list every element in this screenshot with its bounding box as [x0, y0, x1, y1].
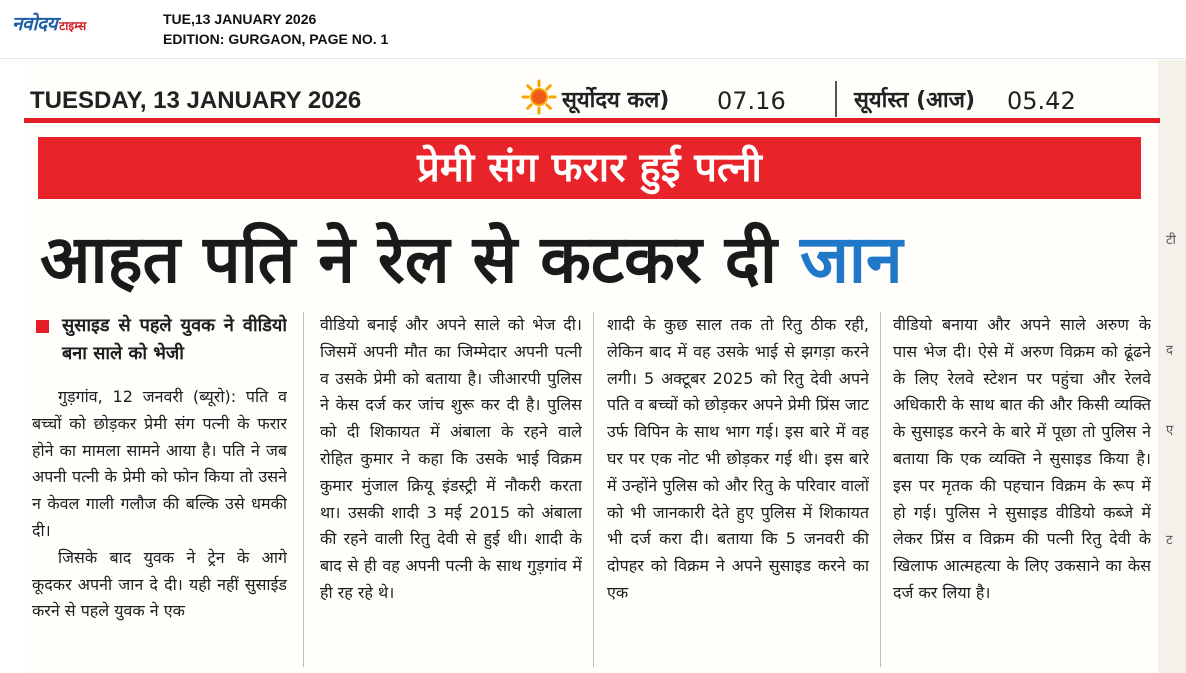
edition-date: TUE,13 JANUARY 2026 — [163, 11, 317, 27]
article-column-2 — [320, 312, 582, 667]
subhead-text: सुसाइड से पहले युवक ने वीडियो बना साले को भेजी — [62, 315, 287, 364]
sun-timings — [521, 79, 1121, 119]
sunset-time: 05.42 — [1007, 87, 1076, 115]
column-4-text: वीडियो बनाया और अपने साले अरुण के पास भेज दी। ऐसे में अरुण विक्रम को ढूंढने के लिए रेलवे स्टेशन पर पहुंचा और रेलवे अधिकारी के साथ बात की और किसी व्यक्ति के सुसाइड करने के बारे में पूछा तो पुलिस ने बताया कि एक व्यक्ति ने सुसाइड किया है। इस पर मृतक की पहचान विक्रम के रूप में हो गई। पुलिस ने सुसाइड वीडियो कब्जे में लेकर प्रिंस व विक्रम की पत्नी रितु देवी के खिलाफ आत्महत्या के लिए उकसाने का केस दर्ज कर लिया है। — [893, 315, 1151, 602]
sun-divider — [835, 81, 837, 117]
article-column-1 — [32, 312, 287, 667]
column-divider — [880, 312, 881, 667]
column-divider — [303, 312, 304, 667]
column-1-paragraph-1: गुड़गांव, 12 जनवरी (ब्यूरो): पति व बच्चों को छोड़कर प्रेमी संग पत्नी के फरार होने का मामला सामने आया है। पति ने जब अपनी पत्नी के प्रेमी को फोन किया तो उसने न केवल गाली गलौज की बल्कि उसे धमकी दी। — [32, 387, 287, 540]
logo-sub-text: टाइम्स — [59, 19, 87, 33]
epaper-topbar — [0, 0, 1186, 59]
column-2-text: वीडियो बनाई और अपने साले को भेज दी। जिसमें अपनी मौत का जिम्मेदार अपनी पत्नी व उसके प्रेमी को बताया है। जीआरपी पुलिस ने केस दर्ज कर जांच शुरू कर दी है। पुलिस को दी शिकायत में अंबाला के रहने वाले रोहित कुमार ने कहा कि उसके भाई विक्रम कुमार मुंजाल क्रियू इंडस्ट्री में नौकरी करता था। उसकी शादी 3 मई 2015 को अंबाला की रहने वाली रितु देवी से हुई थी। शादी के बाद से ही वह अपनी पत्नी के साथ गुड़गांव में ही रह रहे थे। — [320, 315, 582, 602]
headline-accent: जान — [799, 221, 903, 298]
article-column-3 — [607, 312, 869, 667]
article-subhead — [32, 312, 287, 368]
article-column-4 — [893, 312, 1151, 667]
headline-main: आहत पति ने रेल से कटकर दी — [40, 221, 800, 298]
adjacent-page-strip: टी द ए ट — [1158, 60, 1186, 673]
sun-icon — [521, 79, 557, 115]
edition-page: EDITION: GURGAON, PAGE NO. 1 — [163, 31, 389, 47]
edition-info — [163, 9, 388, 49]
sunrise-label: सूर्योदय कल) — [562, 88, 670, 113]
sunset-label: सूर्यास्त (आज) — [854, 88, 976, 113]
column-1-paragraph-2: जिसके बाद युवक ने ट्रेन के आगे कूदकर अपनी जान दे दी। यही नहीं सुसाईड करने से पहले युवक ने एक — [32, 547, 287, 621]
logo-main-text: नवोदय — [12, 13, 58, 35]
article-headline — [40, 215, 1150, 305]
sunrise-time: 07.16 — [717, 87, 786, 115]
masthead-rule — [24, 118, 1160, 123]
article-kicker: प्रेमी संग फरार हुई पत्नी — [38, 137, 1141, 199]
column-divider — [593, 312, 594, 667]
column-3-text: शादी के कुछ साल तक तो रितु ठीक रही, लेकिन बाद में वह उसके भाई से झगड़ा करने लगी। 5 अक्टूबर 2025 को रितु देवी अपने पति व बच्चों को छोड़कर अपने प्रेमी प्रिंस जाट उर्फ विपिन के साथ भाग गई। इस बारे में वह घर पर एक नोट भी छोड़कर गई थी। इस बारे में उन्होंने पुलिस को और रितु के परिवार वालों को भी जानकारी देते हुए पुलिस में शिकायत भी दर्ज करा दी। बताया कि 5 जनवरी की दोपहर को विक्रम ने अपने सुसाइड करने का एक — [607, 315, 869, 602]
page-dateline: TUESDAY, 13 JANUARY 2026 — [30, 87, 362, 114]
navodaya-times-logo[interactable] — [12, 10, 86, 36]
square-bullet-icon — [36, 320, 49, 333]
